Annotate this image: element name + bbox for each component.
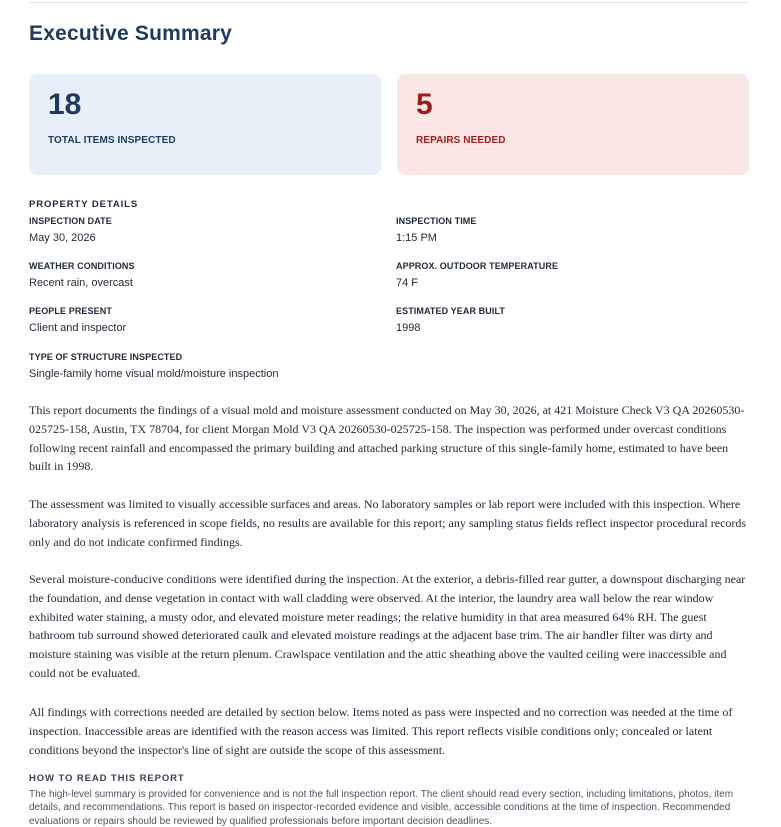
how-to-read-heading: HOW TO READ THIS REPORT — [29, 773, 185, 784]
people-present-label: PEOPLE PRESENT — [29, 306, 112, 316]
total-items-count: 18 — [48, 88, 82, 121]
summary-paragraph-3: Several moisture-conducive conditions were identified during the inspection. At the exterior, a debris-filled rear gutter, a downspout discharging near the foundation, and dense vegetation in contact with wall cladding were observed. At the interior, the laundry area wall below the rear window exhibited water staining, a musty odor, and elevated moisture meter readings; the relative humidity in that area measured 64% RH. The guest bathroom tub surround showed deteriorated caulk and elevated moisture readings at the adjacent base trim. The air handler filter was dirty and moisture staining was visible at the return plenum. Crawlspace ventilation and the attic sheathing above the vaulted ceiling were inaccessible and could not be evaluated. — [29, 572, 746, 680]
weather-field — [29, 261, 369, 290]
total-items-label: TOTAL ITEMS INSPECTED — [48, 135, 176, 146]
top-divider — [29, 2, 749, 3]
how-to-read-text: The high-level summary is provided for convenience and is not the full inspection report. The client should read every section, including limitations, photos, item details, and recommendations. This report is based on inspector-recorded evidence and visible, accessible conditions at the time of inspection. Recommended evaluations or repairs should be reviewed by qualified professionals before important decision deadlines. — [29, 789, 734, 827]
inspection-time-field — [396, 216, 736, 245]
structure-type-value: Single-family home visual mold/moisture inspection — [29, 368, 279, 380]
inspection-date-label: INSPECTION DATE — [29, 216, 112, 226]
summary-paragraph-1: This report documents the findings of a visual mold and moisture assessment conducted on May 30, 2026, at 421 Moisture Check V3 QA 20260530-025725-158, Austin, TX 78704, for client Morgan Mold V3 QA 20260530-025725-158. The inspection was performed under overcast conditions following recent rainfall and encompassed the primary building and attached parking structure of this single-family home, estimated to have been built in 1998. — [29, 403, 745, 474]
inspection-time-label: INSPECTION TIME — [396, 216, 477, 226]
year-built-value: 1998 — [396, 322, 421, 334]
structure-type-label: TYPE OF STRUCTURE INSPECTED — [29, 352, 183, 362]
year-built-label: ESTIMATED YEAR BUILT — [396, 306, 506, 316]
inspection-date-field — [29, 216, 369, 245]
inspection-time-value: 1:15 PM — [396, 232, 437, 244]
summary-paragraph-4: All findings with corrections needed are detailed by section below. Items noted as pass were inspected and no correction was needed at the time of inspection. Inaccessible areas are identified with the reason access was limited. This report reflects visible conditions only; concealed or latent conditions beyond the inspector's line of sight are outside the scope of this assessment. — [29, 705, 733, 757]
weather-value: Recent rain, overcast — [29, 277, 133, 289]
people-present-field — [29, 306, 369, 335]
outdoor-temperature-label: APPROX. OUTDOOR TEMPERATURE — [396, 261, 559, 271]
outdoor-temperature-value: 74 F — [396, 277, 419, 289]
weather-label: WEATHER CONDITIONS — [29, 261, 135, 271]
outdoor-temperature-field — [396, 261, 736, 290]
repairs-needed-count: 5 — [416, 88, 433, 121]
year-built-field — [396, 306, 736, 335]
people-present-value: Client and inspector — [29, 322, 127, 334]
page-title: Executive Summary — [29, 22, 233, 45]
repairs-needed-card — [397, 74, 749, 175]
total-items-card — [29, 74, 381, 175]
inspection-date-value: May 30, 2026 — [29, 232, 96, 244]
property-details-heading: PROPERTY DETAILS — [29, 199, 139, 210]
structure-type-field — [29, 352, 529, 381]
repairs-needed-label: REPAIRS NEEDED — [416, 135, 506, 146]
summary-paragraph-2: The assessment was limited to visually accessible surfaces and areas. No laboratory samples or lab report were included with this inspection. Where laboratory analysis is referenced in scope fields, no results are available for this report; any sampling status fields reflect inspector procedural records only and do not indicate confirmed findings. — [29, 497, 747, 549]
